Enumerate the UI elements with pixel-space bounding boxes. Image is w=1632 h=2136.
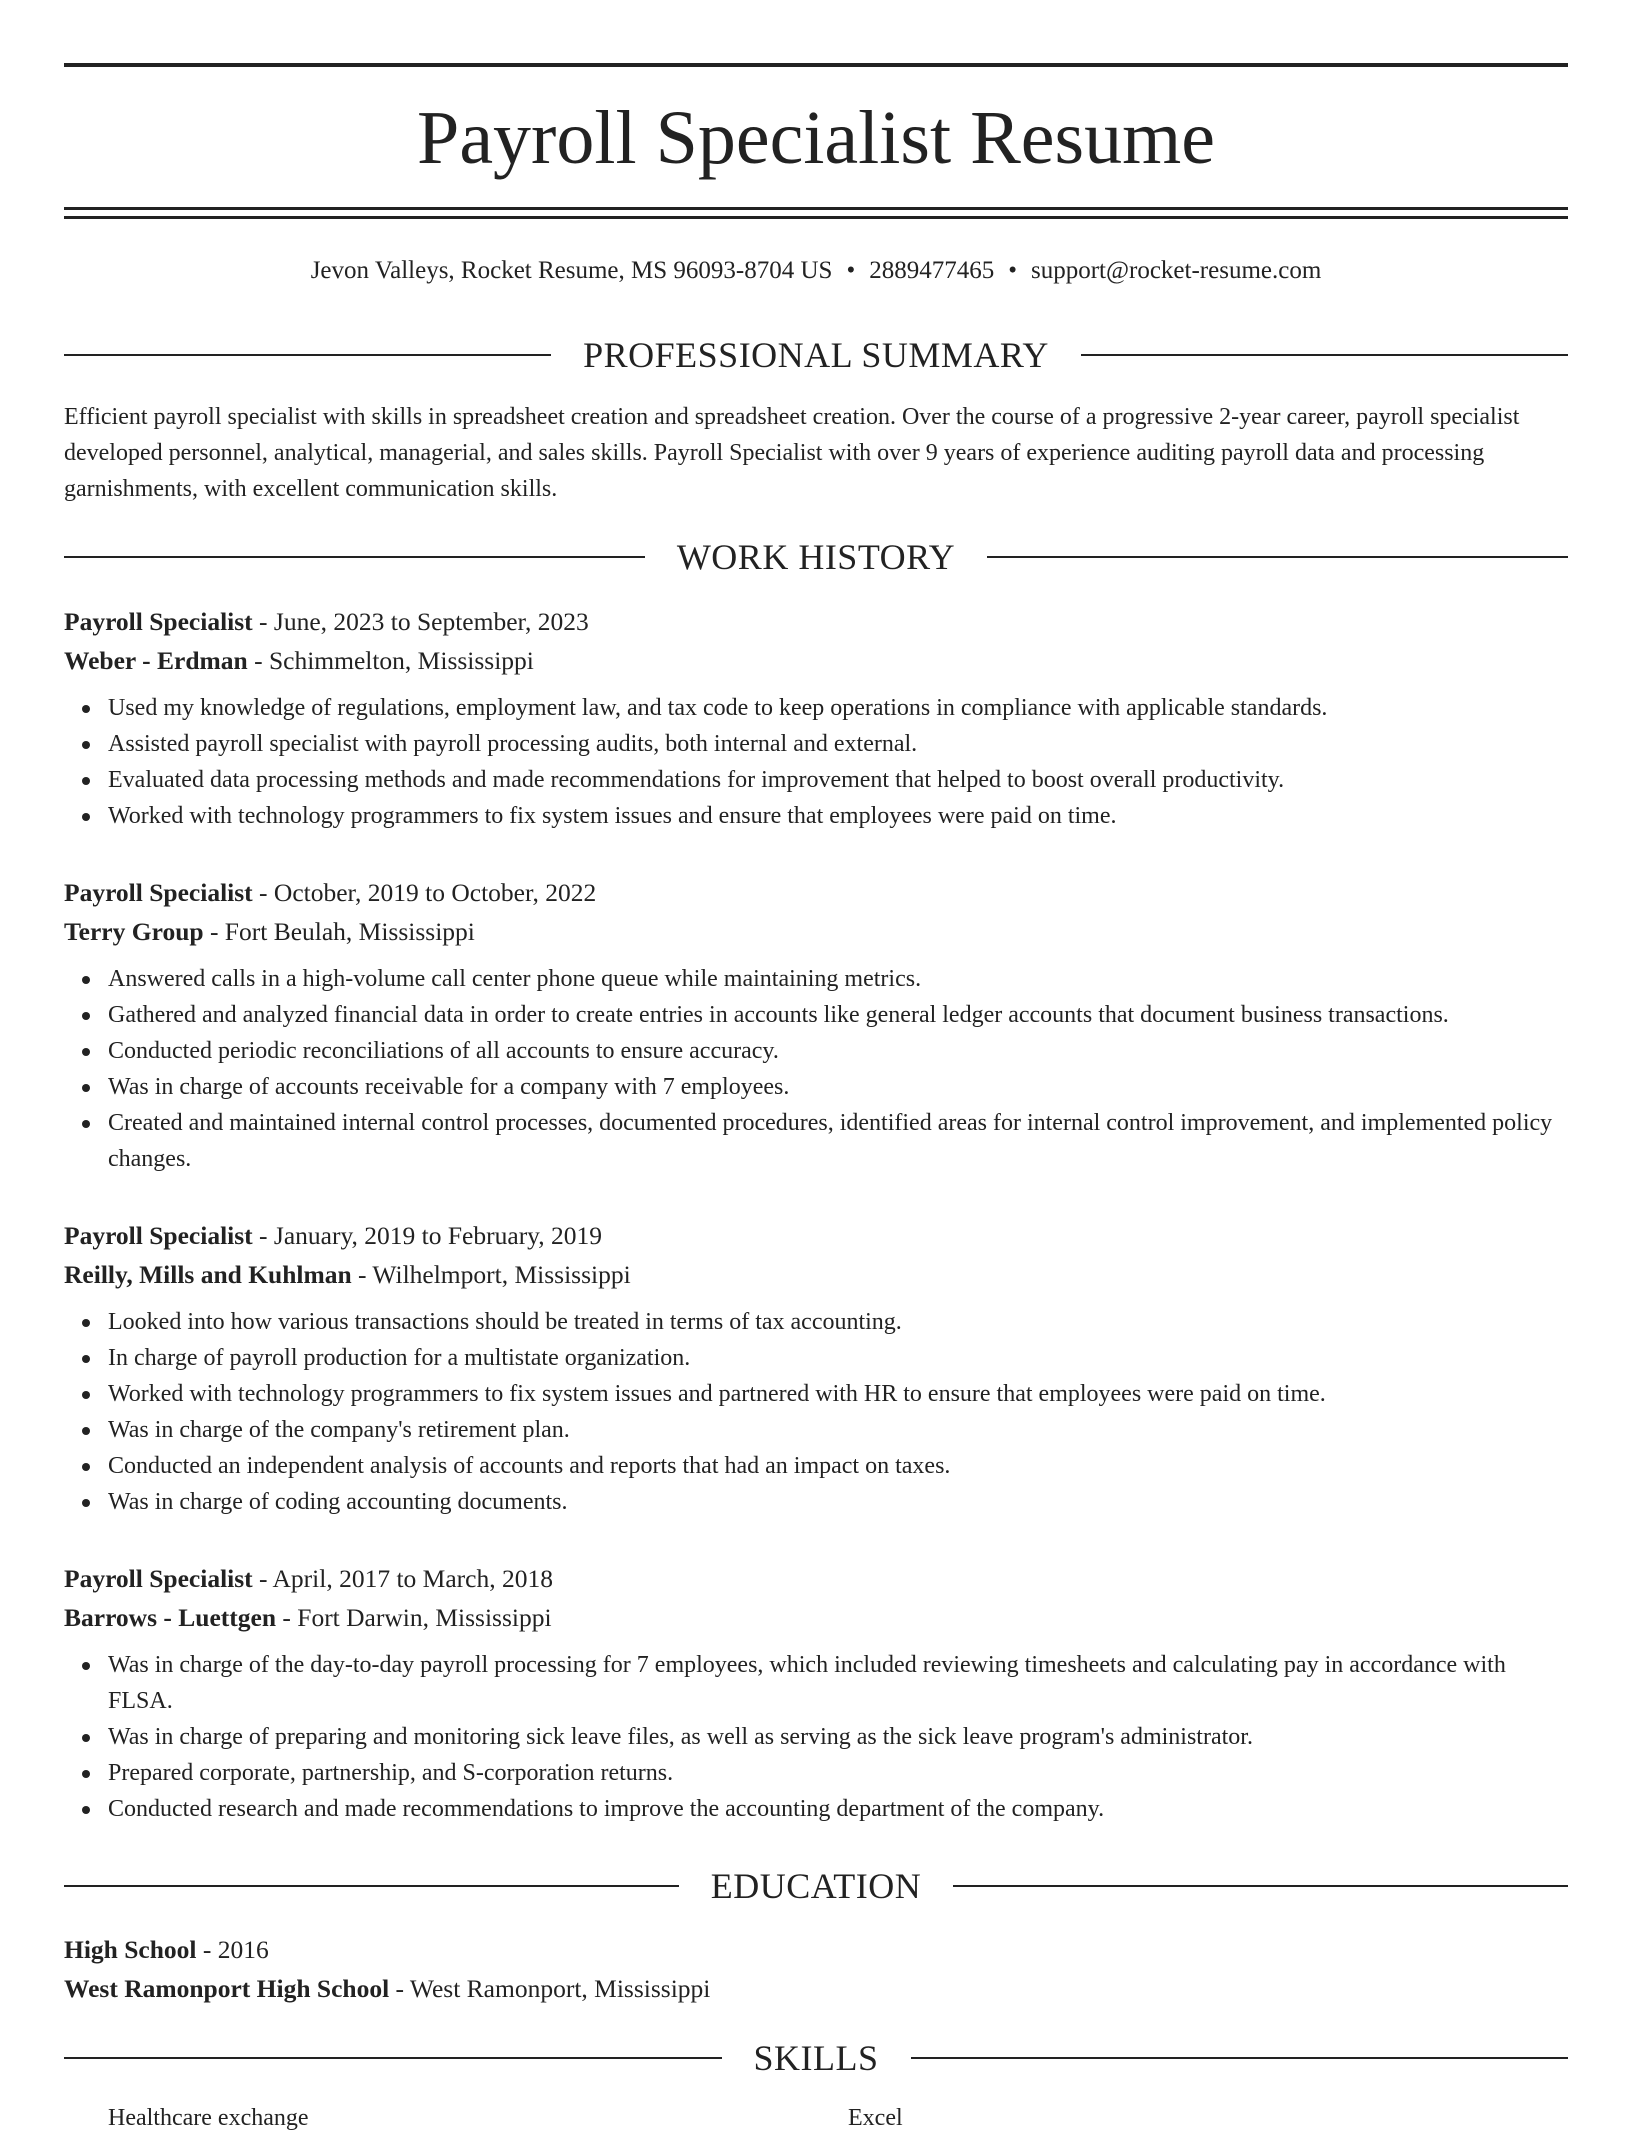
job-bullet: Evaluated data processing methods and made recommendations for improvement that helped to boost overall productivity. [108,762,1568,798]
top-rule [64,63,1568,67]
job-title-line [64,1216,1568,1255]
job-location: - Wilhelmport, Mississippi [351,1260,631,1289]
job-company: Reilly, Mills and Kuhlman [64,1260,352,1289]
section-title-skills: SKILLS [753,2038,879,2078]
job-company-line [64,1598,1568,1637]
section-header-work [64,535,1568,579]
job-bullet: Answered calls in a high-volume call center phone queue while maintaining metrics. [108,961,1568,997]
job-bullet: Created and maintained internal control processes, documented procedures, identified areas for internal control improvement, and implemented policy changes. [108,1105,1568,1177]
job-location: - Fort Darwin, Mississippi [276,1603,552,1632]
job-bullet: Conducted an independent analysis of accounts and reports that had an impact on taxes. [108,1448,1568,1484]
job-entry [64,1559,1568,1827]
job-bullets [64,1304,1568,1520]
section-rule [953,1885,1568,1887]
job-bullets [64,1647,1568,1827]
section-title-summary: PROFESSIONAL SUMMARY [583,335,1049,375]
section-header-skills [64,2036,1568,2080]
job-title: Payroll Specialist [64,1564,253,1593]
contact-separator: • [846,257,856,284]
title-double-rule [64,207,1568,219]
contact-email: support@rocket-resume.com [1030,257,1322,284]
section-title-education: EDUCATION [710,1866,922,1906]
section-rule [64,1885,679,1887]
job-bullet: Assisted payroll specialist with payroll processing audits, both internal and external. [108,726,1568,762]
skill-item: Excel [848,2105,903,2131]
job-bullet: Worked with technology programmers to fix system issues and ensure that employees were paid on time. [108,798,1568,834]
job-dates: - October, 2019 to October, 2022 [252,878,597,907]
education-year: - 2016 [196,1935,269,1964]
section-rule [64,354,551,356]
contact-phone: 2889477465 [869,257,995,284]
job-bullet: In charge of payroll production for a multistate organization. [108,1340,1568,1376]
education-degree: High School [64,1935,197,1964]
job-title: Payroll Specialist [64,607,253,636]
job-company: Terry Group [64,917,204,946]
contact-line [64,254,1568,288]
contact-address: Jevon Valleys, Rocket Resume, MS 96093-8704 US [310,257,833,284]
job-entry [64,873,1568,1177]
section-header-education [64,1864,1568,1908]
job-title: Payroll Specialist [64,1221,253,1250]
education-entry [64,1930,1568,2008]
professional-summary: Efficient payroll specialist with skills in spreadsheet creation and spreadsheet creation. Over the course of a progressive 2-year career, payroll specialist developed personnel, analytical, managerial, and sales skills. Payroll Specialist with over 9 years of experience auditing payroll data and processing garnishments, with excellent communication skills. [64,404,1520,502]
section-rule [64,2057,722,2059]
education-degree-line [64,1930,1568,1969]
section-header-summary [64,333,1568,377]
job-company-line [64,1255,1568,1294]
section-rule [987,556,1568,558]
skill-item: Healthcare exchange [108,2105,309,2131]
job-dates: - June, 2023 to September, 2023 [252,607,589,636]
section-title-work: WORK HISTORY [676,537,956,577]
job-bullet: Gathered and analyzed financial data in order to create entries in accounts like general ledger accounts that document business transactions. [108,997,1568,1033]
resume-title: Payroll Specialist Resume [417,96,1215,180]
job-bullet: Worked with technology programmers to fix system issues and partnered with HR to ensure that employees were paid on time. [108,1376,1568,1412]
job-dates: - April, 2017 to March, 2018 [252,1564,553,1593]
section-rule [1081,354,1568,356]
education-location: - West Ramonport, Mississippi [389,1974,711,2003]
job-bullet: Was in charge of coding accounting documents. [108,1484,1568,1520]
section-rule [911,2057,1569,2059]
job-company: Barrows - Luettgen [64,1603,277,1632]
job-bullet: Was in charge of the company's retirement plan. [108,1412,1568,1448]
job-bullet: Looked into how various transactions should be treated in terms of tax accounting. [108,1304,1568,1340]
job-dates: - January, 2019 to February, 2019 [252,1221,603,1250]
section-rule [64,556,645,558]
job-title-line [64,873,1568,912]
job-bullet: Used my knowledge of regulations, employment law, and tax code to keep operations in compliance with applicable standards. [108,690,1568,726]
job-bullet: Was in charge of preparing and monitoring sick leave files, as well as serving as the sick leave program's administrator. [108,1719,1568,1755]
job-title-line [64,602,1568,641]
job-entry [64,602,1568,834]
job-title: Payroll Specialist [64,878,253,907]
job-bullets [64,961,1568,1177]
contact-separator: • [1008,257,1017,284]
job-company: Weber - Erdman [64,646,248,675]
education-school: West Ramonport High School [64,1974,390,2003]
job-entry [64,1216,1568,1520]
education-school-line [64,1969,1568,2008]
job-bullets [64,690,1568,834]
job-location: - Fort Beulah, Mississippi [203,917,475,946]
job-company-line [64,641,1568,680]
job-bullet: Conducted research and made recommendations to improve the accounting department of the company. [108,1791,1568,1827]
job-location: - Schimmelton, Mississippi [247,646,534,675]
job-bullet: Was in charge of the day-to-day payroll processing for 7 employees, which included reviewing timesheets and calculating pay in accordance with FLSA. [108,1647,1568,1719]
job-company-line [64,912,1568,951]
job-bullet: Was in charge of accounts receivable for a company with 7 employees. [108,1069,1568,1105]
job-bullet: Prepared corporate, partnership, and S-corporation returns. [108,1755,1568,1791]
job-bullet: Conducted periodic reconciliations of all accounts to ensure accuracy. [108,1033,1568,1069]
job-title-line [64,1559,1568,1598]
